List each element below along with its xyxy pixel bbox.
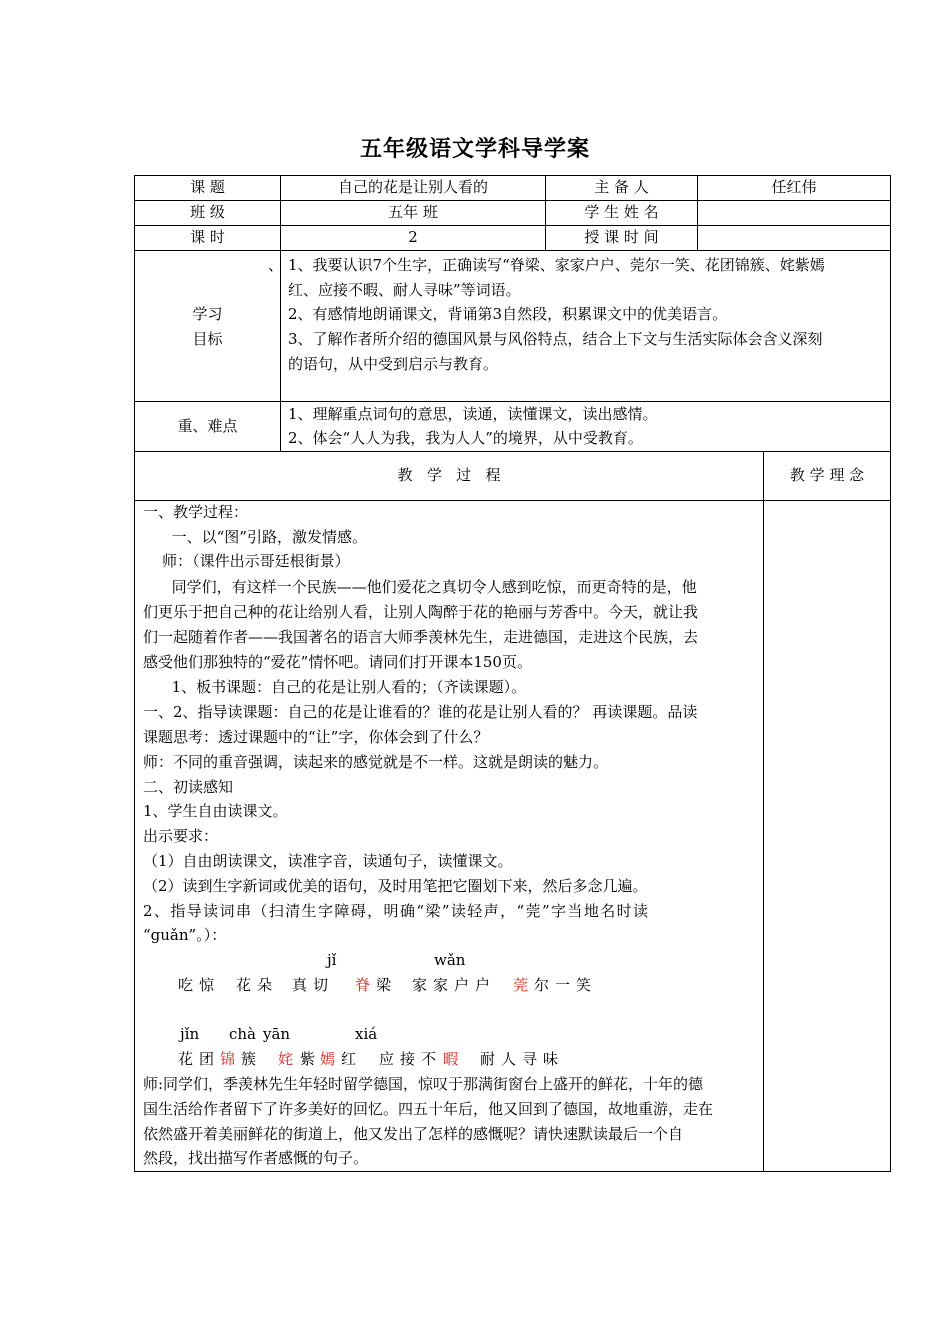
class-time-label: 授 课 时 间 xyxy=(584,228,659,246)
key-point-line: 2、体会“人人为我，我为人人”的境界，从中受教育。 xyxy=(288,429,643,447)
goals-label-1: 学习 xyxy=(192,305,223,323)
goal-line: 1、我要认识7个生字，正确读写“脊梁、家家户户、莞尔一笑、花团锦簇、姹紫嫣 xyxy=(288,256,825,274)
process-line: 一、2、指导读课题：自己的花是让谁看的？谁的花是让别人看的？ 再读课题。品读 xyxy=(143,703,698,721)
process-line: （1）自由朗读课文，读准字音，读通句子，读懂课文。 xyxy=(143,852,513,870)
process-line: 1、学生自由读课文。 xyxy=(143,802,288,820)
word: 应接不 xyxy=(379,1050,443,1068)
process-line: （2）读到生字新词或优美的语句，及时用笔把它圈划下来，然后多念几遍。 xyxy=(143,877,648,895)
process-line: 一、以“图”引路，激发情感。 xyxy=(143,528,367,546)
class-value: 五年 班 xyxy=(388,203,438,221)
class-label: 班 级 xyxy=(190,203,225,221)
word: 尔一笑 xyxy=(534,976,598,994)
word-highlight: 锦 xyxy=(220,1050,236,1068)
process-line: 师:同学们，季羡林先生年轻时留学德国，惊叹于那满街窗台上盛开的鲜花，十年的德 xyxy=(143,1075,704,1093)
process-line: 师：（课件出示哥廷根街景） xyxy=(143,552,350,570)
student-name-label: 学 生 姓 名 xyxy=(584,203,659,221)
process-line: 感受他们那独特的“爱花”情怀吧。请同们打开课本150页。 xyxy=(143,653,532,671)
topic-label: 课 题 xyxy=(190,178,225,196)
preparer-value: 任红伟 xyxy=(771,178,817,196)
pinyin-wan: wǎn xyxy=(434,951,466,969)
process-line: 1、板书课题：自己的花是让别人看的；（齐读课题）。 xyxy=(143,678,527,696)
word: 家家户户 xyxy=(412,976,497,994)
pinyin-yan: yān xyxy=(263,1025,291,1043)
process-line: 依然盛开着美丽鲜花的街道上，他又发出了怎样的感慨呢？请快速默读最后一个自 xyxy=(143,1125,684,1143)
process-line: 们一起随着作者——我国著名的语言大师季羡林先生，走进德国，走进这个民族，去 xyxy=(143,628,699,646)
pinyin-cha: chà xyxy=(229,1025,257,1043)
goal-line: 红、应接不暇、耐人寻味”等词语。 xyxy=(288,281,521,299)
page-title: 五年级语文学科导学案 xyxy=(359,137,590,162)
word: 花团 xyxy=(178,1050,221,1068)
word-highlight: 嫣 xyxy=(320,1050,336,1068)
word: 吃惊 xyxy=(178,976,221,994)
word-highlight: 莞 xyxy=(513,976,529,994)
goal-line: 的语句，从中受到启示与教育。 xyxy=(288,355,499,373)
key-point-line: 1、理解重点词句的意思，读通，读懂课文，读出感情。 xyxy=(288,405,658,423)
word-highlight: 暇 xyxy=(443,1050,459,1068)
goal-line: 2、有感情地朗诵课文，背诵第3自然段，积累课文中的优美语言。 xyxy=(288,305,728,323)
word: 紫 xyxy=(300,1050,316,1068)
word: 花朵 xyxy=(236,976,279,994)
process-header: 教 学 过 程 xyxy=(397,466,501,484)
pinyin-ji: jǐ xyxy=(327,951,337,969)
topic-value: 自己的花是让别人看的 xyxy=(337,178,488,196)
period-label: 课 时 xyxy=(190,228,225,246)
process-line: 们更乐于把自己种的花让给别人看，让别人陶醉于花的艳丽与芳香中。今天，就让我 xyxy=(143,603,699,621)
pinyin-jin: jǐn xyxy=(180,1025,200,1043)
process-line: 国生活给作者留下了许多美好的回忆。四五十年后，他又回到了德国，故地重游，走在 xyxy=(143,1100,714,1118)
process-line: 然段，找出描写作者感慨的句子。 xyxy=(143,1149,369,1167)
word: 耐人寻味 xyxy=(480,1050,565,1068)
preparer-label: 主 备 人 xyxy=(594,178,649,196)
goals-label-2: 目标 xyxy=(192,330,223,348)
word: 梁 xyxy=(376,976,392,994)
word-highlight: 姹 xyxy=(278,1050,294,1068)
process-line: 同学们，有这样一个民族——他们爱花之真切令人感到吃惊，而更奇特的是，他 xyxy=(143,578,697,596)
word: 红 xyxy=(341,1050,357,1068)
goal-line: 3、了解作者所介绍的德国风景与风俗特点，结合上下文与生活实际体会含义深刻 xyxy=(288,330,823,348)
process-line: 课题思考：透过课题中的“让”字，你体会到了什么？ xyxy=(143,728,489,746)
key-points-label: 重、难点 xyxy=(177,417,238,435)
process-line: 出示要求： xyxy=(143,827,219,845)
period-value: 2 xyxy=(408,228,418,246)
process-line: “guǎn”。）： xyxy=(143,926,227,944)
word-highlight: 脊 xyxy=(355,976,371,994)
goals-mark: 、 xyxy=(268,256,284,274)
concept-header: 教 学 理 念 xyxy=(789,466,865,484)
process-line: 一、教学过程： xyxy=(143,503,249,521)
pinyin-xia: xiá xyxy=(355,1025,378,1043)
word: 簇 xyxy=(241,1050,257,1068)
process-line: 二、初读感知 xyxy=(143,778,234,796)
word: 真切 xyxy=(292,976,335,994)
process-line: 师：不同的重音强调，读起来的感觉就是不一样。这就是朗读的魅力。 xyxy=(143,753,609,771)
process-line: 2、指导读词串（扫清生字障碍，明确“梁”读轻声，“莞”字当地名时读 xyxy=(143,902,650,920)
